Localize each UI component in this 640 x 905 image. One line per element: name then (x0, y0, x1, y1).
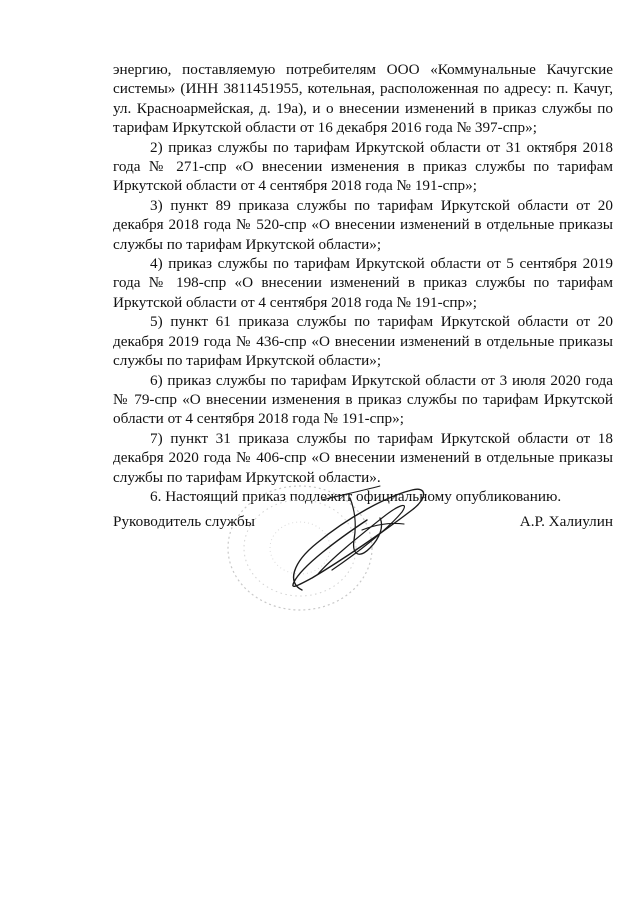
paragraph-item-7: 7) пункт 31 приказа службы по тарифам Иркутской области от 18 декабря 2020 года № 406-спр «О внесении изменений в отдельные приказы службы по тарифам Иркутской области». (113, 429, 613, 486)
paragraph-clause-6: 6. Настоящий приказ подлежит официальному опубликованию. (150, 487, 562, 505)
paragraph-continuation: энергию, поставляемую потребителям ООО «Коммунальные Качугские системы» (ИНН 3811451955, котельная, расположенная по адресу: п. Качуг, ул. Красноармейская, д. 19а), и о внесении изменений в приказ службы по тарифам Иркутской области от 16 декабря 2016 года № 397-спр»; (113, 61, 613, 137)
paragraph-item-2: 2) приказ службы по тарифам Иркутской области от 31 октября 2018 года № 271-спр «О внесении изменения в приказ службы по тарифам Иркутской области от 4 сентября 2018 года № 191-спр»; (113, 138, 613, 195)
signatory-title: Руководитель службы (113, 513, 255, 530)
handwritten-signature (262, 478, 434, 596)
paragraph-item-6: 6) приказ службы по тарифам Иркутской области от 3 июля 2020 года № 79-спр «О внесении изменения в приказ службы по тарифам Иркутской области от 4 сентября 2018 года № 191-спр»; (113, 371, 613, 428)
paragraph-item-5: 5) пункт 61 приказа службы по тарифам Иркутской области от 20 декабря 2019 года № 436-спр «О внесении изменений в отдельные приказы службы по тарифам Иркутской области»; (113, 313, 613, 370)
paragraph-item-4: 4) приказ службы по тарифам Иркутской области от 5 сентября 2019 года № 198-спр «О внесении изменений в приказ службы по тарифам Иркутской области от 4 сентября 2018 года № 191-спр»; (113, 255, 613, 311)
signatory-name: А.Р. Халиулин (519, 513, 613, 530)
paragraph-item-3: 3) пункт 89 приказа службы по тарифам Иркутской области от 20 декабря 2018 года № 520-спр «О внесении изменений в отдельные приказы службы по тарифам Иркутской области»; (113, 196, 613, 253)
document-body (113, 60, 613, 506)
